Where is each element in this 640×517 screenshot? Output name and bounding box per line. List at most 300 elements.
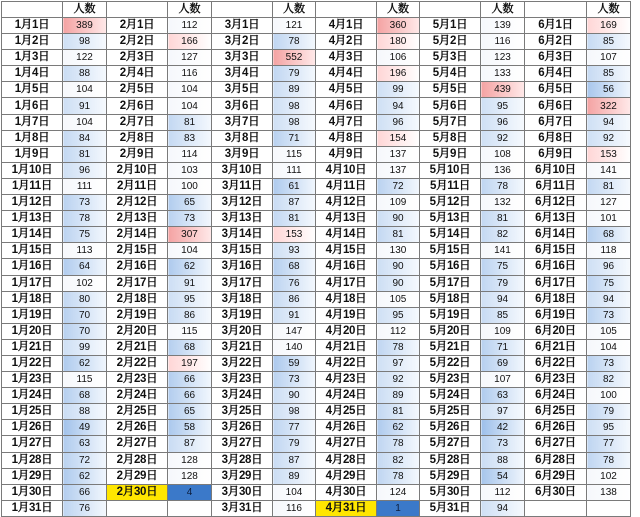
date-cell: 5月14日 [420, 227, 481, 243]
date-cell: 2月5日 [107, 82, 168, 98]
count-cell: 360 [377, 18, 420, 34]
count-cell: 88 [481, 452, 525, 468]
count-cell: 79 [273, 436, 316, 452]
count-cell: 78 [377, 468, 420, 484]
count-cell: 98 [273, 98, 316, 114]
count-cell: 141 [587, 162, 631, 178]
count-cell: 66 [63, 484, 107, 500]
header-blank-cell [2, 2, 63, 18]
date-cell: 3月1日 [212, 18, 273, 34]
count-cell: 78 [377, 436, 420, 452]
date-cell: 4月20日 [316, 323, 377, 339]
count-cell: 91 [168, 275, 212, 291]
date-cell: 3月6日 [212, 98, 273, 114]
date-cell: 2月15日 [107, 243, 168, 259]
date-cell: 1月3日 [2, 50, 63, 66]
count-cell: 62 [63, 468, 107, 484]
date-cell: 6月17日 [525, 275, 587, 291]
date-cell: 1月4日 [2, 66, 63, 82]
count-cell: 82 [587, 372, 631, 388]
date-cell: 5月13日 [420, 211, 481, 227]
header-blank-cell [525, 2, 587, 18]
count-cell: 104 [63, 114, 107, 130]
count-cell: 56 [587, 82, 631, 98]
date-cell: 1月21日 [2, 339, 63, 355]
date-cell: 5月19日 [420, 307, 481, 323]
date-cell: 1月30日 [2, 484, 63, 500]
table-row [2, 275, 631, 291]
date-cell: 2月27日 [107, 436, 168, 452]
count-cell: 122 [63, 50, 107, 66]
date-cell: 6月21日 [525, 339, 587, 355]
header-count-label: 人数 [377, 2, 420, 18]
count-cell: 112 [377, 323, 420, 339]
date-cell: 2月29日 [107, 468, 168, 484]
header-count-label: 人数 [168, 2, 212, 18]
count-cell: 108 [481, 146, 525, 162]
count-cell: 103 [168, 162, 212, 178]
count-cell: 95 [168, 291, 212, 307]
date-cell: 5月29日 [420, 468, 481, 484]
date-cell: 4月24日 [316, 388, 377, 404]
count-cell: 62 [168, 259, 212, 275]
count-cell: 99 [63, 339, 107, 355]
date-cell: 4月26日 [316, 420, 377, 436]
count-cell [587, 500, 631, 516]
count-cell: 105 [587, 323, 631, 339]
date-cell: 6月3日 [525, 50, 587, 66]
date-cell: 3月20日 [212, 323, 273, 339]
count-cell: 124 [377, 484, 420, 500]
date-cell: 3月27日 [212, 436, 273, 452]
count-cell: 153 [273, 227, 316, 243]
date-cell: 3月4日 [212, 66, 273, 82]
date-cell: 1月24日 [2, 388, 63, 404]
count-cell: 196 [377, 66, 420, 82]
count-cell: 98 [63, 34, 107, 50]
count-cell: 128 [168, 452, 212, 468]
date-cell: 1月22日 [2, 355, 63, 371]
date-cell: 4月11日 [316, 178, 377, 194]
date-cell: 5月4日 [420, 66, 481, 82]
table-row [2, 452, 631, 468]
table-row [2, 339, 631, 355]
count-cell: 102 [587, 468, 631, 484]
date-cell: 2月25日 [107, 404, 168, 420]
count-cell: 65 [168, 404, 212, 420]
date-cell: 6月28日 [525, 452, 587, 468]
date-cell: 5月1日 [420, 18, 481, 34]
date-cell: 4月25日 [316, 404, 377, 420]
date-cell: 6月18日 [525, 291, 587, 307]
date-cell: 4月4日 [316, 66, 377, 82]
date-cell: 2月22日 [107, 355, 168, 371]
count-cell: 94 [481, 291, 525, 307]
count-cell: 115 [168, 323, 212, 339]
date-cell: 5月3日 [420, 50, 481, 66]
count-cell: 68 [168, 339, 212, 355]
count-cell: 64 [63, 259, 107, 275]
count-cell: 105 [377, 291, 420, 307]
date-cell: 3月18日 [212, 291, 273, 307]
date-cell: 3月17日 [212, 275, 273, 291]
count-cell: 88 [63, 404, 107, 420]
count-cell: 307 [168, 227, 212, 243]
count-cell: 81 [63, 146, 107, 162]
count-cell: 96 [63, 162, 107, 178]
count-cell: 54 [481, 468, 525, 484]
date-cell: 5月9日 [420, 146, 481, 162]
date-cell: 2月21日 [107, 339, 168, 355]
date-cell: 5月17日 [420, 275, 481, 291]
count-cell: 96 [587, 259, 631, 275]
date-cell: 1月7日 [2, 114, 63, 130]
date-cell: 5月7日 [420, 114, 481, 130]
count-cell: 112 [168, 18, 212, 34]
count-cell: 93 [273, 243, 316, 259]
date-cell: 1月25日 [2, 404, 63, 420]
date-cell: 3月30日 [212, 484, 273, 500]
date-cell: 4月5日 [316, 82, 377, 98]
date-cell: 6月7日 [525, 114, 587, 130]
date-cell: 5月16日 [420, 259, 481, 275]
date-cell: 2月24日 [107, 388, 168, 404]
table-row [2, 130, 631, 146]
date-cell: 5月22日 [420, 355, 481, 371]
count-cell: 98 [273, 404, 316, 420]
date-cell: 2月19日 [107, 307, 168, 323]
date-cell: 6月16日 [525, 259, 587, 275]
count-cell: 115 [273, 146, 316, 162]
date-cell: 5月24日 [420, 388, 481, 404]
date-cell: 1月5日 [2, 82, 63, 98]
table-row [2, 211, 631, 227]
date-cell: 6月4日 [525, 66, 587, 82]
date-cell: 6月13日 [525, 211, 587, 227]
count-cell: 104 [168, 82, 212, 98]
date-cell: 3月23日 [212, 372, 273, 388]
count-cell: 63 [481, 388, 525, 404]
count-cell: 139 [481, 18, 525, 34]
count-cell: 90 [377, 211, 420, 227]
date-cell: 6月14日 [525, 227, 587, 243]
count-cell: 147 [273, 323, 316, 339]
count-cell: 94 [377, 98, 420, 114]
date-cell: 4月28日 [316, 452, 377, 468]
date-cell: 2月20日 [107, 323, 168, 339]
count-cell: 89 [377, 388, 420, 404]
date-cell: 3月25日 [212, 404, 273, 420]
table-row [2, 468, 631, 484]
header-count-label: 人数 [481, 2, 525, 18]
count-cell: 71 [273, 130, 316, 146]
count-cell: 97 [481, 404, 525, 420]
table-row [2, 178, 631, 194]
count-cell: 70 [63, 307, 107, 323]
date-cell: 4月10日 [316, 162, 377, 178]
date-cell: 6月23日 [525, 372, 587, 388]
count-cell: 85 [587, 34, 631, 50]
date-cell: 4月12日 [316, 195, 377, 211]
count-cell: 49 [63, 420, 107, 436]
count-cell: 113 [63, 243, 107, 259]
date-cell: 2月16日 [107, 259, 168, 275]
count-cell: 130 [377, 243, 420, 259]
date-cell: 5月10日 [420, 162, 481, 178]
date-cell: 1月6日 [2, 98, 63, 114]
date-cell: 4月1日 [316, 18, 377, 34]
count-cell: 98 [273, 114, 316, 130]
table-row [2, 162, 631, 178]
count-cell: 78 [63, 211, 107, 227]
date-cell: 4月13日 [316, 211, 377, 227]
date-cell: 5月28日 [420, 452, 481, 468]
date-cell: 1月8日 [2, 130, 63, 146]
count-cell: 87 [273, 195, 316, 211]
table-row [2, 388, 631, 404]
date-cell: 2月26日 [107, 420, 168, 436]
count-cell: 83 [168, 130, 212, 146]
date-cell: 2月3日 [107, 50, 168, 66]
table-row [2, 436, 631, 452]
date-cell: 6月11日 [525, 178, 587, 194]
table-row [2, 404, 631, 420]
count-cell: 88 [63, 66, 107, 82]
date-cell: 3月21日 [212, 339, 273, 355]
date-cell: 1月29日 [2, 468, 63, 484]
count-cell: 68 [273, 259, 316, 275]
date-cell: 6月27日 [525, 436, 587, 452]
count-cell: 104 [168, 98, 212, 114]
table-row [2, 291, 631, 307]
count-cell: 137 [377, 146, 420, 162]
date-cell: 5月12日 [420, 195, 481, 211]
count-cell: 76 [273, 275, 316, 291]
date-cell: 1月12日 [2, 195, 63, 211]
date-cell: 3月28日 [212, 452, 273, 468]
count-cell: 96 [377, 114, 420, 130]
count-cell: 75 [481, 259, 525, 275]
date-cell: 5月23日 [420, 372, 481, 388]
date-cell: 3月7日 [212, 114, 273, 130]
date-cell: 2月18日 [107, 291, 168, 307]
date-cell: 3月26日 [212, 420, 273, 436]
count-cell: 109 [481, 323, 525, 339]
date-cell: 6月24日 [525, 388, 587, 404]
count-cell: 85 [481, 307, 525, 323]
date-cell: 5月5日 [420, 82, 481, 98]
table-row [2, 243, 631, 259]
count-cell: 95 [481, 98, 525, 114]
date-cell: 2月12日 [107, 195, 168, 211]
date-cell: 5月30日 [420, 484, 481, 500]
date-cell: 3月11日 [212, 178, 273, 194]
count-cell: 128 [168, 468, 212, 484]
count-cell: 89 [273, 468, 316, 484]
count-cell: 169 [587, 18, 631, 34]
count-cell: 72 [377, 178, 420, 194]
date-cell: 3月15日 [212, 243, 273, 259]
count-cell: 94 [587, 291, 631, 307]
count-cell: 439 [481, 82, 525, 98]
table-row [2, 227, 631, 243]
count-cell: 101 [587, 211, 631, 227]
date-cell: 4月9日 [316, 146, 377, 162]
count-cell: 138 [587, 484, 631, 500]
table-row [2, 355, 631, 371]
count-cell: 552 [273, 50, 316, 66]
count-cell: 123 [481, 50, 525, 66]
count-cell: 153 [587, 146, 631, 162]
date-cell: 4月15日 [316, 243, 377, 259]
count-cell: 62 [377, 420, 420, 436]
count-cell: 132 [481, 195, 525, 211]
header-blank-cell [107, 2, 168, 18]
count-cell: 116 [273, 500, 316, 516]
date-cell: 1月20日 [2, 323, 63, 339]
count-cell: 154 [377, 130, 420, 146]
date-cell: 5月27日 [420, 436, 481, 452]
table-row [2, 34, 631, 50]
header-blank-cell [420, 2, 481, 18]
count-cell: 78 [481, 178, 525, 194]
count-cell: 81 [587, 178, 631, 194]
date-cell: 2月10日 [107, 162, 168, 178]
count-cell: 42 [481, 420, 525, 436]
count-cell: 92 [377, 372, 420, 388]
count-cell: 91 [63, 98, 107, 114]
header-blank-cell [212, 2, 273, 18]
date-cell: 3月8日 [212, 130, 273, 146]
count-cell: 104 [63, 82, 107, 98]
table-row [2, 66, 631, 82]
date-cell: 1月19日 [2, 307, 63, 323]
count-cell: 91 [273, 307, 316, 323]
date-cell: 6月20日 [525, 323, 587, 339]
count-cell: 90 [377, 259, 420, 275]
table-row [2, 500, 631, 516]
date-cell: 6月15日 [525, 243, 587, 259]
count-cell: 115 [63, 372, 107, 388]
date-cell: 3月19日 [212, 307, 273, 323]
count-cell: 96 [481, 114, 525, 130]
count-cell: 77 [587, 436, 631, 452]
count-cell: 86 [273, 291, 316, 307]
date-cell: 5月6日 [420, 98, 481, 114]
count-cell: 68 [63, 388, 107, 404]
count-cell: 73 [168, 211, 212, 227]
count-cell: 1 [377, 500, 420, 516]
date-cell: 3月24日 [212, 388, 273, 404]
date-cell: 3月16日 [212, 259, 273, 275]
count-cell: 63 [63, 436, 107, 452]
table-row [2, 484, 631, 500]
date-cell: 2月2日 [107, 34, 168, 50]
count-cell: 81 [273, 211, 316, 227]
count-cell: 104 [273, 484, 316, 500]
count-cell: 58 [168, 420, 212, 436]
count-cell: 73 [63, 195, 107, 211]
count-cell: 79 [273, 66, 316, 82]
count-cell: 73 [587, 307, 631, 323]
date-cell: 2月4日 [107, 66, 168, 82]
date-cell: 3月14日 [212, 227, 273, 243]
visitor-count-table [1, 1, 631, 517]
date-cell: 4月21日 [316, 339, 377, 355]
table-row [2, 18, 631, 34]
count-cell: 94 [481, 500, 525, 516]
date-cell: 3月5日 [212, 82, 273, 98]
date-cell: 1月17日 [2, 275, 63, 291]
count-cell: 71 [481, 339, 525, 355]
count-cell: 73 [481, 436, 525, 452]
date-cell [107, 500, 168, 516]
date-cell: 3月29日 [212, 468, 273, 484]
count-cell: 68 [587, 227, 631, 243]
count-cell: 65 [168, 195, 212, 211]
count-cell: 106 [377, 50, 420, 66]
date-cell: 6月25日 [525, 404, 587, 420]
date-cell: 1月16日 [2, 259, 63, 275]
date-cell: 1月31日 [2, 500, 63, 516]
count-cell: 127 [168, 50, 212, 66]
count-cell: 141 [481, 243, 525, 259]
count-cell: 73 [273, 372, 316, 388]
count-cell: 112 [481, 484, 525, 500]
count-cell: 81 [168, 114, 212, 130]
date-cell: 4月3日 [316, 50, 377, 66]
date-cell: 6月8日 [525, 130, 587, 146]
date-cell: 3月13日 [212, 211, 273, 227]
count-cell: 95 [587, 420, 631, 436]
date-cell: 5月25日 [420, 404, 481, 420]
count-cell: 66 [168, 388, 212, 404]
count-cell: 102 [63, 275, 107, 291]
count-cell: 92 [481, 130, 525, 146]
count-cell: 80 [63, 291, 107, 307]
header-count-label: 人数 [587, 2, 631, 18]
count-cell: 95 [377, 307, 420, 323]
date-cell: 6月1日 [525, 18, 587, 34]
count-cell: 114 [168, 146, 212, 162]
count-cell: 75 [63, 227, 107, 243]
date-cell: 2月23日 [107, 372, 168, 388]
count-cell: 73 [587, 355, 631, 371]
count-cell: 140 [273, 339, 316, 355]
count-cell: 81 [377, 227, 420, 243]
table-row [2, 323, 631, 339]
date-cell: 4月8日 [316, 130, 377, 146]
table-row [2, 146, 631, 162]
count-cell: 107 [481, 372, 525, 388]
count-cell: 85 [587, 66, 631, 82]
count-cell: 100 [587, 388, 631, 404]
date-cell: 6月29日 [525, 468, 587, 484]
date-cell [525, 500, 587, 516]
date-cell: 4月2日 [316, 34, 377, 50]
count-cell: 66 [168, 372, 212, 388]
count-cell: 78 [377, 339, 420, 355]
count-cell: 82 [481, 227, 525, 243]
count-cell: 94 [587, 114, 631, 130]
date-cell: 2月17日 [107, 275, 168, 291]
count-cell: 121 [273, 18, 316, 34]
header-count-label: 人数 [63, 2, 107, 18]
table-row [2, 372, 631, 388]
count-cell: 84 [63, 130, 107, 146]
table-row [2, 420, 631, 436]
count-cell: 79 [481, 275, 525, 291]
